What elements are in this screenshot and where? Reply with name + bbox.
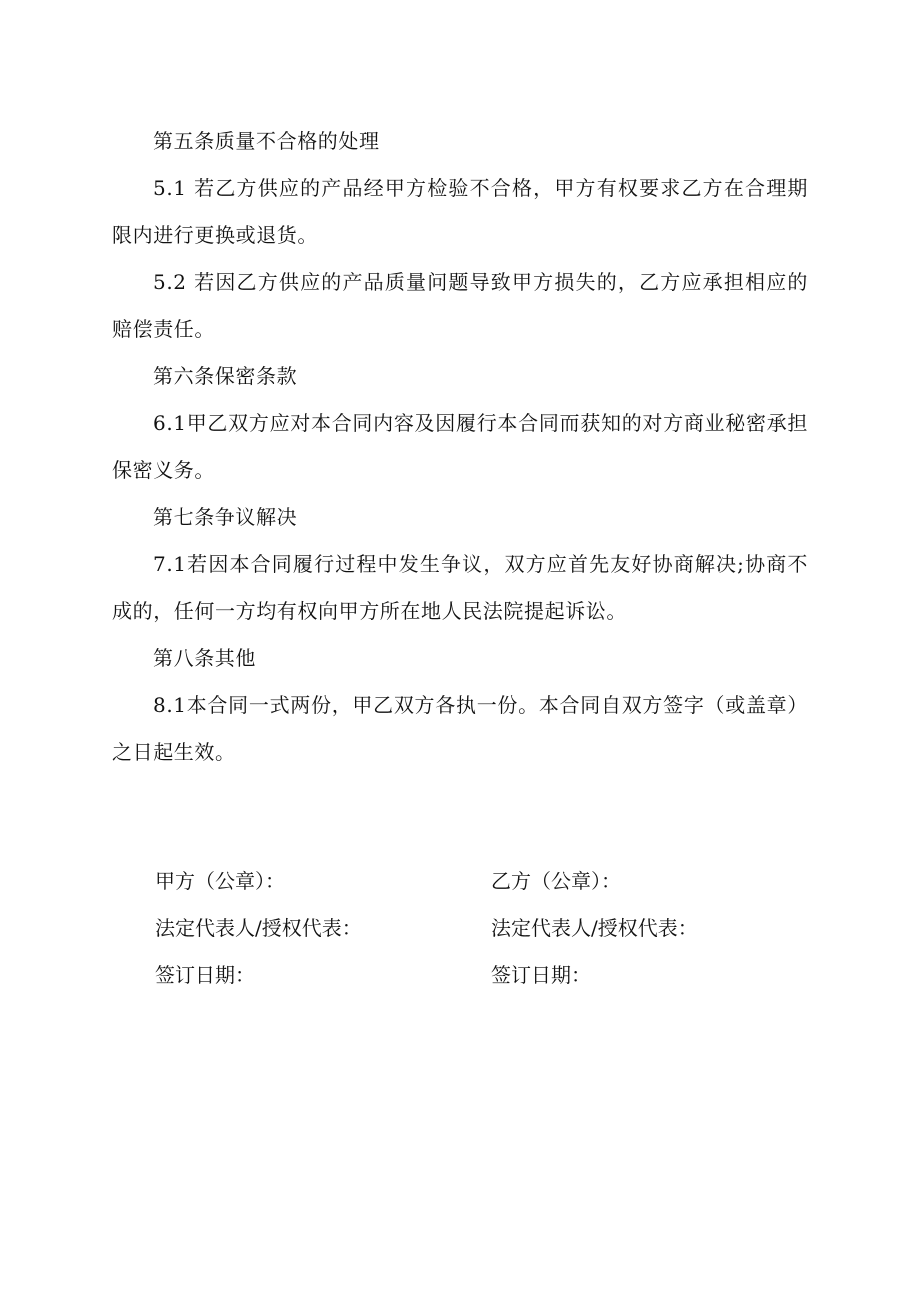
clause-5-1: 5.1 若乙方供应的产品经甲方检验不合格，甲方有权要求乙方在合理期限内进行更换或退货。 (112, 176, 808, 247)
party-a-representative-label: 法定代表人/授权代表： (155, 916, 362, 940)
party-a-date-label: 签订日期： (155, 963, 255, 987)
party-a-seal-label: 甲方（公章）： (155, 869, 285, 893)
clause-7-1: 7.1若因本合同履行过程中发生争议，双方应首先友好协商解决;协商不成的，任何一方均有权向甲方所在地人民法院提起诉讼。 (112, 552, 808, 623)
signature-block-party-b (491, 858, 821, 999)
section-heading-5: 第五条质量不合格的处理 (153, 129, 380, 153)
section-heading-6: 第六条保密条款 (153, 364, 298, 388)
party-b-seal-label: 乙方（公章）： (491, 869, 621, 893)
section-heading-8: 第八条其他 (153, 646, 256, 670)
clause-6-1: 6.1甲乙双方应对本合同内容及因履行本合同而获知的对方商业秘密承担保密义务。 (112, 411, 808, 482)
contract-body (112, 118, 808, 776)
clause-5-2: 5.2 若因乙方供应的产品质量问题导致甲方损失的，乙方应承担相应的赔偿责任。 (112, 270, 808, 341)
section-heading-7: 第七条争议解决 (153, 505, 298, 529)
party-b-representative-label: 法定代表人/授权代表： (491, 916, 698, 940)
signature-block-party-a (155, 858, 485, 999)
party-b-date-label: 签订日期： (491, 963, 591, 987)
clause-8-1: 8.1本合同一式两份，甲乙双方各执一份。本合同自双方签字（或盖章）之日起生效。 (112, 693, 808, 764)
